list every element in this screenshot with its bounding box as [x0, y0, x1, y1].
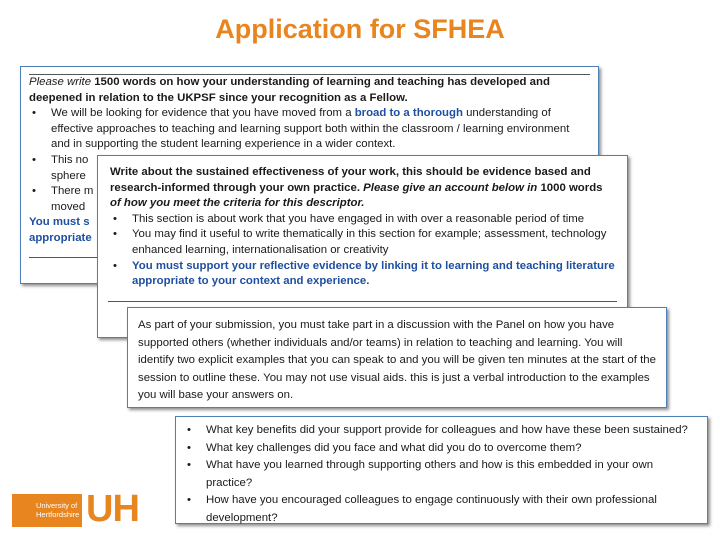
question-text: What key challenges did you face and what did you do to overcome them? — [206, 441, 582, 454]
bullet-icon: • — [32, 153, 36, 166]
list-item — [110, 227, 615, 258]
bullet-icon: • — [32, 107, 36, 120]
logo-line: University of — [36, 501, 78, 510]
bullet-icon: • — [113, 228, 117, 241]
list-item — [110, 259, 615, 290]
bullet-text: This no — [51, 153, 89, 166]
bullet-icon: • — [113, 259, 117, 272]
intro-text: on how your understanding of learning and teaching has developed and deepened in relation to the UKPSF since your recognition as a Fellow. — [29, 76, 550, 104]
heading-text: Please give an account below in — [360, 181, 541, 194]
bullet-icon: • — [187, 459, 191, 472]
university-logo — [12, 488, 152, 530]
card2-heading — [110, 165, 615, 212]
list-item — [110, 212, 615, 228]
logo-line: Hertfordshire — [36, 510, 80, 519]
heading-text: of how you meet the criteria for this descriptor. — [110, 197, 365, 210]
bullet-icon: • — [187, 424, 191, 436]
question-text: What have you learned through supporting others and how is this embedded in your own practice? — [206, 459, 654, 489]
page-title: Application for SFHEA — [215, 14, 505, 44]
card1-intro — [29, 75, 589, 106]
list-item — [184, 440, 702, 458]
bullet-text: sphere — [51, 169, 86, 182]
discussion-card — [127, 307, 667, 408]
heading-text: Write about the sustained effectiveness of your work, this should be evidence based and research-informed through your own practice. — [110, 166, 591, 194]
list-item — [184, 492, 702, 527]
bullet-text: You may find it useful to write thematically in this section for example; assessment, technology enhanced learning, internationalisation or creativity — [132, 228, 607, 256]
bullet-text: You must support your reflective evidence by linking it to learning and teaching literature appropriate to your context and experience. — [132, 259, 615, 288]
divider — [108, 301, 617, 302]
question-text: How have you encouraged colleagues to engage continuously with their own professional development? — [206, 494, 657, 524]
logo-box — [12, 494, 82, 527]
highlight-text: broad to a thorough — [354, 107, 463, 120]
must-text: You must s — [29, 216, 90, 229]
bullet-icon: • — [32, 185, 36, 198]
question-text: What key benefits did your support provide for colleagues and how have these been sustained? — [206, 424, 688, 436]
bullet-text: There m — [51, 185, 94, 198]
bullet-icon: • — [187, 494, 191, 507]
bullet-icon: • — [113, 212, 117, 225]
must-text: appropriate — [29, 231, 92, 244]
word-count: 1500 words — [94, 76, 157, 88]
bullet-text: This section is about work that you have engaged in with over a reasonable period of time — [132, 212, 585, 225]
list-item — [184, 457, 702, 492]
intro-text: Please write — [29, 76, 95, 88]
list-item — [184, 422, 702, 440]
questions-card — [175, 416, 708, 524]
discussion-text: As part of your submission, you must take part in a discussion with the Panel on how you have supported others (whether individuals and/or teams) in relation to teaching and learning. You will identify two explicit examples that you can speak to and you will be given ten minutes at the start of the session to outline these. You may not use visual aids. this is just a verbal introduction to the examples you will base your answers on. — [138, 319, 656, 402]
bullet-text: moved — [51, 200, 86, 213]
word-count: 1000 words — [540, 181, 603, 194]
list-item — [29, 106, 589, 153]
bullet-icon: • — [187, 441, 191, 454]
bullet-text: We will be looking for evidence that you have moved from a — [51, 107, 355, 120]
logo-mark: UH — [86, 488, 139, 530]
bullet-text: understanding of effective approaches to teaching and learning support both within the classroom / learning environment and in supporting the student learning experience in a wider context. — [51, 107, 570, 151]
